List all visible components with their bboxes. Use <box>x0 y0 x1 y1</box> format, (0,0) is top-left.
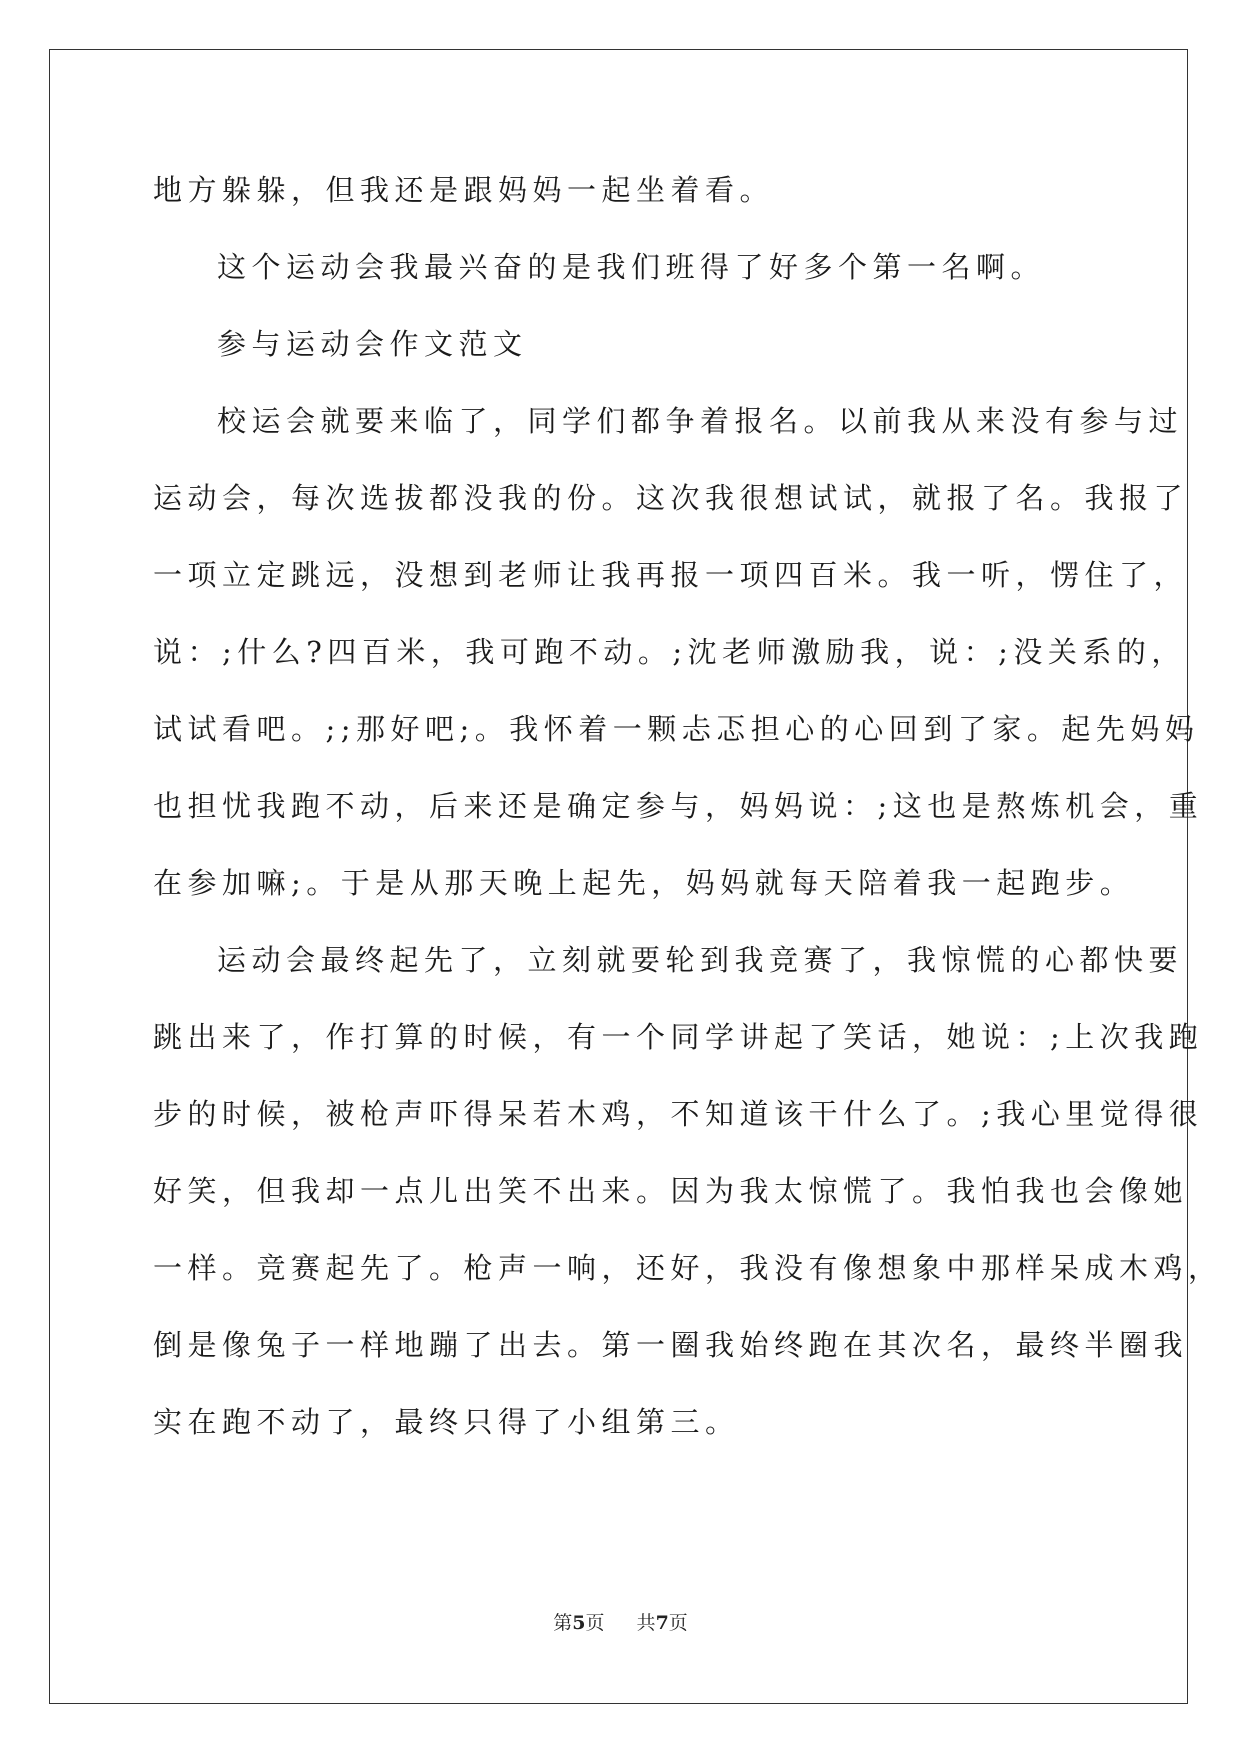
text-line: 说：;什么?四百米，我可跑不动。;沈老师激励我，说：;没关系的， <box>153 635 1186 669</box>
page-prefix: 第 <box>553 1612 573 1634</box>
text-line: 也担忧我跑不动，后来还是确定参与，妈妈说：;这也是熬炼机会，重 <box>153 789 1204 823</box>
page-footer <box>0 1608 1241 1635</box>
text-line: 好笑，但我却一点儿出笑不出来。因为我太惊慌了。我怕我也会像她 <box>153 1174 1189 1208</box>
text-line: 运动会最终起先了，立刻就要轮到我竞赛了，我惊慌的心都快要 <box>217 943 1184 977</box>
text-line: 在参加嘛;。于是从那天晚上起先，妈妈就每天陪着我一起跑步。 <box>153 866 1135 900</box>
text-line: 跳出来了，作打算的时候，有一个同学讲起了笑话，她说：;上次我跑 <box>153 1020 1204 1054</box>
text-line: 步的时候，被枪声吓得呆若木鸡，不知道该干什么了。;我心里觉得很 <box>153 1097 1204 1131</box>
text-line: 地方躲躲，但我还是跟妈妈一起坐着看。 <box>153 173 775 207</box>
total-pages: 7 <box>655 1612 669 1634</box>
section-title: 参与运动会作文范文 <box>217 327 528 361</box>
total-suffix: 页 <box>668 1612 688 1634</box>
text-line: 一样。竞赛起先了。枪声一响，还好，我没有像想象中那样呆成木鸡， <box>153 1251 1223 1285</box>
text-line: 倒是像兔子一样地蹦了出去。第一圈我始终跑在其次名，最终半圈我 <box>153 1328 1189 1362</box>
text-line: 实在跑不动了，最终只得了小组第三。 <box>153 1405 740 1439</box>
text-line: 一项立定跳远，没想到老师让我再报一项四百米。我一听，愣住了， <box>153 558 1189 592</box>
text-line: 校运会就要来临了，同学们都争着报名。以前我从来没有参与过 <box>217 404 1184 438</box>
page-number: 5 <box>572 1612 586 1634</box>
document-body <box>153 152 1223 1461</box>
page-indicator <box>553 1608 604 1635</box>
text-line: 这个运动会我最兴奋的是我们班得了好多个第一名啊。 <box>217 250 1046 284</box>
page-suffix: 页 <box>585 1612 605 1634</box>
text-line: 试试看吧。;;那好吧;。我怀着一颗忐忑担心的心回到了家。起先妈妈 <box>153 712 1200 746</box>
text-line: 运动会，每次选拔都没我的份。这次我很想试试，就报了名。我报了 <box>153 481 1189 515</box>
total-pages-indicator <box>637 1608 688 1635</box>
total-prefix: 共 <box>636 1612 656 1634</box>
